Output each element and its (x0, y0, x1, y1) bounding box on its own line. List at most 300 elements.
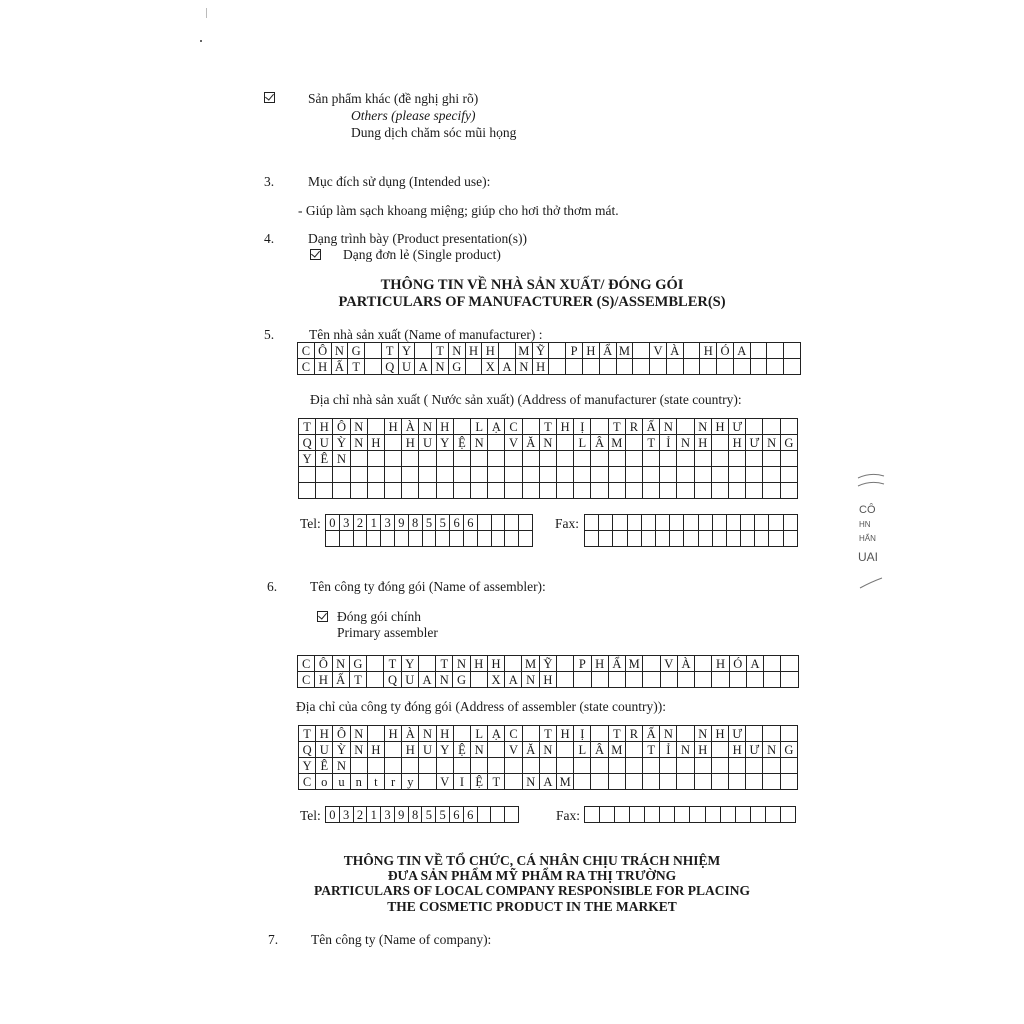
assembler-address-cell[interactable]: Y (436, 742, 453, 758)
manufacturer-name-cell[interactable]: N (515, 359, 532, 375)
tel-digit-cell[interactable] (408, 531, 422, 547)
manufacturer-address-cell[interactable] (763, 483, 780, 499)
assembler-address-cell[interactable]: y (402, 774, 419, 790)
assembler-address-cell[interactable] (471, 758, 488, 774)
assembler-name-cell[interactable] (608, 672, 625, 688)
manufacturer-address-cell[interactable] (694, 451, 711, 467)
assembler-address-cell[interactable]: Ă (522, 742, 539, 758)
manufacturer-address-cell[interactable]: Ư (746, 435, 763, 451)
manufacturer-address-cell[interactable] (385, 467, 402, 483)
manufacturer-address-cell[interactable]: Ê (316, 451, 333, 467)
manufacturer-name-cell[interactable]: V (650, 343, 667, 359)
assembler-address-cell[interactable]: I (453, 774, 470, 790)
assembler-name-cell[interactable] (643, 656, 660, 672)
assembler-address-cell[interactable] (746, 726, 763, 742)
manufacturer-address-cell[interactable] (350, 451, 367, 467)
assembler-address-cell[interactable]: H (711, 726, 728, 742)
assembler-address-cell[interactable] (746, 774, 763, 790)
tel-digit-cell[interactable]: 3 (339, 807, 353, 823)
manufacturer-name-cell[interactable]: H (314, 359, 331, 375)
tel-digit-cell[interactable] (436, 531, 450, 547)
assembler-address-cell[interactable]: N (677, 742, 694, 758)
manufacturer-name-cell[interactable] (683, 359, 700, 375)
tel-digit-cell[interactable]: 5 (422, 807, 436, 823)
fax-cell[interactable] (599, 515, 613, 531)
manufacturer-address-cell[interactable] (643, 467, 660, 483)
tel-digit-cell[interactable]: 3 (381, 807, 395, 823)
manufacturer-address-cell[interactable] (729, 451, 746, 467)
manufacturer-address-cell[interactable] (780, 483, 797, 499)
manufacturer-address-cell[interactable]: N (333, 451, 350, 467)
fax-cell[interactable] (599, 531, 613, 547)
assembler-address-cell[interactable]: M (608, 742, 625, 758)
tel-digit-cell[interactable] (381, 531, 395, 547)
manufacturer-address-cell[interactable] (574, 483, 591, 499)
tel-digit-cell[interactable] (367, 531, 381, 547)
assembler-address-cell[interactable]: Ỳ (333, 742, 350, 758)
manufacturer-name-cell[interactable] (633, 343, 650, 359)
assembler-address-cell[interactable]: N (539, 742, 556, 758)
manufacturer-address-cell[interactable]: N (660, 419, 677, 435)
manufacturer-name-cell[interactable]: H (583, 343, 600, 359)
assembler-address-cell[interactable]: Ư (746, 742, 763, 758)
assembler-address-cell[interactable] (729, 774, 746, 790)
manufacturer-address-cell[interactable] (488, 451, 505, 467)
tel-digit-cell[interactable] (491, 515, 505, 531)
manufacturer-name-cell[interactable] (633, 359, 650, 375)
fax-cell[interactable] (698, 515, 712, 531)
manufacturer-address-cell[interactable] (643, 451, 660, 467)
manufacturer-address-cell[interactable] (385, 451, 402, 467)
manufacturer-address-cell[interactable] (557, 435, 574, 451)
assembler-address-cell[interactable] (453, 726, 470, 742)
assembler-tel-grid[interactable] (325, 806, 519, 823)
manufacturer-address-cell[interactable]: H (402, 435, 419, 451)
assembler-address-cell[interactable]: H (694, 742, 711, 758)
assembler-name-cell[interactable]: Ấ (332, 672, 349, 688)
manufacturer-name-cell[interactable]: H (532, 359, 549, 375)
assembler-address-cell[interactable] (505, 774, 522, 790)
manufacturer-address-cell[interactable] (488, 483, 505, 499)
manufacturer-tel-grid[interactable] (325, 514, 533, 547)
assembler-name-cell[interactable]: G (453, 672, 470, 688)
manufacturer-address-cell[interactable]: Ă (522, 435, 539, 451)
assembler-name-cell[interactable] (695, 672, 712, 688)
assembler-address-cell[interactable]: R (625, 726, 642, 742)
assembler-address-cell[interactable] (488, 758, 505, 774)
assembler-address-cell[interactable]: u (333, 774, 350, 790)
manufacturer-address-cell[interactable]: V (505, 435, 522, 451)
assembler-address-cell[interactable] (643, 774, 660, 790)
manufacturer-name-cell[interactable]: G (448, 359, 465, 375)
manufacturer-address-cell[interactable] (522, 419, 539, 435)
manufacturer-address-cell[interactable] (419, 467, 436, 483)
assembler-name-cell[interactable]: H (712, 656, 729, 672)
manufacturer-address-cell[interactable] (505, 467, 522, 483)
tel-digit-cell[interactable]: 0 (326, 515, 340, 531)
manufacturer-address-cell[interactable] (316, 467, 333, 483)
fax-cell[interactable] (726, 531, 740, 547)
assembler-address-cell[interactable] (350, 758, 367, 774)
manufacturer-address-cell[interactable] (419, 483, 436, 499)
assembler-address-cell[interactable] (574, 758, 591, 774)
manufacturer-address-cell[interactable] (677, 419, 694, 435)
assembler-name-cell[interactable] (574, 672, 591, 688)
tel-digit-cell[interactable] (353, 531, 367, 547)
assembler-name-cell[interactable] (764, 656, 781, 672)
assembler-address-cell[interactable]: H (557, 726, 574, 742)
manufacturer-address-cell[interactable] (729, 483, 746, 499)
manufacturer-address-cell[interactable]: Ệ (453, 435, 470, 451)
tel-digit-cell[interactable] (491, 531, 505, 547)
assembler-address-cell[interactable] (385, 742, 402, 758)
fax-cell[interactable] (627, 531, 641, 547)
manufacturer-fax-grid[interactable] (584, 514, 798, 547)
assembler-name-cell[interactable]: M (522, 656, 539, 672)
manufacturer-name-cell[interactable]: Q (381, 359, 398, 375)
manufacturer-address-cell[interactable] (711, 451, 728, 467)
tel-digit-cell[interactable] (505, 531, 519, 547)
assembler-name-cell[interactable]: Y (401, 656, 418, 672)
manufacturer-name-cell[interactable] (599, 359, 616, 375)
manufacturer-address-cell[interactable] (711, 483, 728, 499)
fax-cell[interactable] (615, 807, 630, 823)
manufacturer-address-cell[interactable] (660, 467, 677, 483)
fax-cell[interactable] (712, 515, 726, 531)
manufacturer-address-cell[interactable] (729, 467, 746, 483)
assembler-name-cell[interactable] (643, 672, 660, 688)
assembler-address-cell[interactable]: U (316, 742, 333, 758)
assembler-address-cell[interactable]: H (316, 726, 333, 742)
manufacturer-name-cell[interactable]: A (499, 359, 516, 375)
assembler-address-cell[interactable]: Ạ (488, 726, 505, 742)
manufacturer-address-cell[interactable] (402, 451, 419, 467)
manufacturer-name-cell[interactable]: C (298, 359, 315, 375)
assembler-address-cell[interactable] (557, 758, 574, 774)
manufacturer-address-cell[interactable] (436, 467, 453, 483)
manufacturer-name-cell[interactable] (666, 359, 683, 375)
manufacturer-address-cell[interactable]: Q (299, 435, 316, 451)
tel-digit-cell[interactable]: 2 (353, 807, 367, 823)
manufacturer-name-cell[interactable] (767, 343, 784, 359)
assembler-address-cell[interactable] (591, 726, 608, 742)
manufacturer-address-cell[interactable] (522, 467, 539, 483)
assembler-address-cell[interactable]: Ệ (453, 742, 470, 758)
assembler-address-cell[interactable] (677, 758, 694, 774)
fax-cell[interactable] (585, 807, 600, 823)
fax-cell[interactable] (735, 807, 750, 823)
tel-digit-cell[interactable]: 6 (463, 515, 477, 531)
tel-digit-cell[interactable]: 1 (367, 515, 381, 531)
assembler-address-cell[interactable] (419, 774, 436, 790)
assembler-name-cell[interactable]: P (574, 656, 591, 672)
assembler-name-cell[interactable] (660, 672, 677, 688)
manufacturer-address-cell[interactable] (333, 483, 350, 499)
assembler-address-grid[interactable] (298, 725, 798, 790)
manufacturer-name-cell[interactable] (365, 359, 382, 375)
assembler-address-cell[interactable] (367, 758, 384, 774)
manufacturer-name-cell[interactable] (750, 359, 767, 375)
assembler-address-cell[interactable] (591, 758, 608, 774)
assembler-name-cell[interactable]: M (626, 656, 643, 672)
assembler-address-cell[interactable] (780, 758, 797, 774)
assembler-name-cell[interactable]: N (522, 672, 539, 688)
manufacturer-address-cell[interactable] (350, 483, 367, 499)
assembler-address-cell[interactable] (419, 758, 436, 774)
assembler-address-cell[interactable] (763, 758, 780, 774)
assembler-address-cell[interactable] (660, 758, 677, 774)
manufacturer-address-cell[interactable]: Ị (574, 419, 591, 435)
checkbox-others-checked[interactable] (264, 92, 275, 103)
manufacturer-address-cell[interactable] (608, 451, 625, 467)
manufacturer-name-cell[interactable]: N (331, 343, 348, 359)
assembler-name-cell[interactable]: Ỹ (539, 656, 556, 672)
manufacturer-address-cell[interactable] (677, 467, 694, 483)
assembler-name-cell[interactable] (677, 672, 694, 688)
manufacturer-address-cell[interactable]: T (539, 419, 556, 435)
tel-digit-cell[interactable]: 0 (326, 807, 340, 823)
manufacturer-address-cell[interactable]: H (367, 435, 384, 451)
manufacturer-address-cell[interactable]: N (694, 419, 711, 435)
manufacturer-address-cell[interactable] (299, 467, 316, 483)
assembler-name-cell[interactable]: Ô (315, 656, 332, 672)
tel-digit-cell[interactable]: 5 (436, 515, 450, 531)
fax-cell[interactable] (705, 807, 720, 823)
assembler-name-cell[interactable]: Q (384, 672, 401, 688)
manufacturer-address-cell[interactable]: Ư (729, 419, 746, 435)
assembler-address-cell[interactable] (625, 774, 642, 790)
manufacturer-address-cell[interactable] (625, 483, 642, 499)
fax-cell[interactable] (780, 807, 795, 823)
assembler-address-cell[interactable] (385, 758, 402, 774)
manufacturer-name-cell[interactable]: M (515, 343, 532, 359)
manufacturer-address-cell[interactable] (488, 467, 505, 483)
assembler-name-cell[interactable]: H (591, 656, 608, 672)
assembler-address-cell[interactable]: H (402, 742, 419, 758)
tel-digit-cell[interactable] (505, 515, 519, 531)
assembler-address-cell[interactable]: N (522, 774, 539, 790)
manufacturer-address-cell[interactable] (574, 467, 591, 483)
tel-digit-cell[interactable] (519, 531, 533, 547)
manufacturer-name-cell[interactable] (784, 359, 801, 375)
manufacturer-address-cell[interactable] (763, 451, 780, 467)
assembler-address-cell[interactable]: N (660, 726, 677, 742)
assembler-address-cell[interactable] (625, 758, 642, 774)
assembler-address-cell[interactable]: A (539, 774, 556, 790)
tel-digit-cell[interactable]: 2 (353, 515, 367, 531)
manufacturer-address-cell[interactable]: Â (591, 435, 608, 451)
assembler-name-grid[interactable] (297, 655, 799, 688)
manufacturer-address-cell[interactable] (711, 467, 728, 483)
manufacturer-name-cell[interactable]: A (733, 343, 750, 359)
assembler-address-cell[interactable]: Ư (729, 726, 746, 742)
manufacturer-name-cell[interactable]: H (465, 343, 482, 359)
manufacturer-address-cell[interactable] (402, 483, 419, 499)
manufacturer-name-grid[interactable] (297, 342, 801, 375)
fax-cell[interactable] (655, 531, 669, 547)
manufacturer-address-cell[interactable]: N (350, 419, 367, 435)
assembler-name-cell[interactable] (712, 672, 729, 688)
manufacturer-address-cell[interactable]: H (316, 419, 333, 435)
assembler-address-cell[interactable]: N (350, 742, 367, 758)
assembler-address-cell[interactable]: r (385, 774, 402, 790)
manufacturer-address-cell[interactable]: G (780, 435, 797, 451)
assembler-address-cell[interactable] (436, 758, 453, 774)
manufacturer-address-cell[interactable] (780, 467, 797, 483)
manufacturer-address-cell[interactable]: H (436, 419, 453, 435)
assembler-address-cell[interactable] (402, 758, 419, 774)
assembler-name-cell[interactable]: X (487, 672, 504, 688)
manufacturer-address-cell[interactable] (574, 451, 591, 467)
assembler-address-cell[interactable]: H (385, 726, 402, 742)
tel-digit-cell[interactable]: 3 (339, 515, 353, 531)
manufacturer-address-cell[interactable] (367, 483, 384, 499)
manufacturer-address-cell[interactable] (333, 467, 350, 483)
fax-cell[interactable] (712, 531, 726, 547)
assembler-address-cell[interactable] (539, 758, 556, 774)
manufacturer-address-grid[interactable] (298, 418, 798, 499)
manufacturer-address-cell[interactable] (505, 483, 522, 499)
assembler-address-cell[interactable]: Q (299, 742, 316, 758)
tel-digit-cell[interactable] (477, 515, 491, 531)
manufacturer-address-cell[interactable]: Y (436, 435, 453, 451)
assembler-address-cell[interactable] (711, 742, 728, 758)
assembler-address-cell[interactable]: Â (591, 742, 608, 758)
tel-digit-cell[interactable] (477, 807, 491, 823)
manufacturer-name-cell[interactable]: À (666, 343, 683, 359)
tel-digit-cell[interactable]: 6 (450, 807, 464, 823)
assembler-address-cell[interactable]: N (333, 758, 350, 774)
manufacturer-name-cell[interactable]: Ỹ (532, 343, 549, 359)
manufacturer-address-cell[interactable] (419, 451, 436, 467)
assembler-address-cell[interactable]: o (316, 774, 333, 790)
assembler-address-cell[interactable] (522, 758, 539, 774)
tel-digit-cell[interactable] (519, 515, 533, 531)
tel-digit-cell[interactable] (450, 531, 464, 547)
assembler-address-cell[interactable] (488, 742, 505, 758)
assembler-name-cell[interactable] (626, 672, 643, 688)
tel-digit-cell[interactable] (326, 531, 340, 547)
assembler-name-cell[interactable]: U (401, 672, 418, 688)
assembler-name-cell[interactable]: A (418, 672, 435, 688)
assembler-name-cell[interactable]: H (487, 656, 504, 672)
assembler-name-cell[interactable]: N (436, 672, 453, 688)
manufacturer-address-cell[interactable]: N (677, 435, 694, 451)
manufacturer-name-cell[interactable]: U (398, 359, 415, 375)
assembler-address-cell[interactable] (574, 774, 591, 790)
manufacturer-name-cell[interactable] (733, 359, 750, 375)
assembler-name-cell[interactable] (729, 672, 746, 688)
assembler-address-cell[interactable] (729, 758, 746, 774)
manufacturer-address-cell[interactable] (367, 451, 384, 467)
manufacturer-name-cell[interactable]: Ấ (331, 359, 348, 375)
checkbox-primary-assembler-checked[interactable] (317, 611, 328, 622)
tel-digit-cell[interactable] (339, 531, 353, 547)
manufacturer-address-cell[interactable]: Ỉ (660, 435, 677, 451)
assembler-name-cell[interactable]: Ẩ (608, 656, 625, 672)
manufacturer-address-cell[interactable] (557, 483, 574, 499)
manufacturer-address-cell[interactable] (471, 483, 488, 499)
manufacturer-address-cell[interactable] (453, 483, 470, 499)
fax-cell[interactable] (720, 807, 735, 823)
manufacturer-address-cell[interactable] (643, 483, 660, 499)
assembler-address-cell[interactable] (557, 742, 574, 758)
assembler-name-cell[interactable]: C (298, 672, 315, 688)
assembler-address-cell[interactable] (608, 774, 625, 790)
assembler-address-cell[interactable] (453, 758, 470, 774)
manufacturer-address-cell[interactable] (660, 451, 677, 467)
tel-digit-cell[interactable]: 6 (463, 807, 477, 823)
fax-cell[interactable] (755, 531, 769, 547)
manufacturer-address-cell[interactable]: M (608, 435, 625, 451)
assembler-name-cell[interactable] (591, 672, 608, 688)
manufacturer-address-cell[interactable] (677, 451, 694, 467)
assembler-name-cell[interactable]: T (349, 672, 366, 688)
assembler-name-cell[interactable]: Ó (729, 656, 746, 672)
assembler-fax-grid[interactable] (584, 806, 796, 823)
manufacturer-address-cell[interactable] (746, 483, 763, 499)
manufacturer-address-cell[interactable] (488, 435, 505, 451)
assembler-address-cell[interactable]: Ê (316, 758, 333, 774)
assembler-address-cell[interactable] (367, 726, 384, 742)
assembler-address-cell[interactable] (746, 758, 763, 774)
manufacturer-name-cell[interactable] (717, 359, 734, 375)
manufacturer-name-cell[interactable] (566, 359, 583, 375)
fax-cell[interactable] (585, 531, 599, 547)
manufacturer-address-cell[interactable]: T (608, 419, 625, 435)
manufacturer-address-cell[interactable] (625, 451, 642, 467)
assembler-address-cell[interactable] (780, 774, 797, 790)
manufacturer-name-cell[interactable]: T (432, 343, 449, 359)
assembler-address-cell[interactable]: T (488, 774, 505, 790)
manufacturer-address-cell[interactable] (746, 419, 763, 435)
fax-cell[interactable] (613, 531, 627, 547)
checkbox-single-product-checked[interactable] (310, 249, 321, 260)
assembler-name-cell[interactable] (418, 656, 435, 672)
fax-cell[interactable] (627, 515, 641, 531)
manufacturer-name-cell[interactable] (616, 359, 633, 375)
assembler-address-cell[interactable] (522, 726, 539, 742)
assembler-address-cell[interactable] (780, 726, 797, 742)
assembler-address-cell[interactable] (660, 774, 677, 790)
assembler-address-cell[interactable]: T (643, 742, 660, 758)
manufacturer-address-cell[interactable]: À (402, 419, 419, 435)
tel-digit-cell[interactable]: 8 (408, 515, 422, 531)
manufacturer-address-cell[interactable] (453, 419, 470, 435)
fax-cell[interactable] (645, 807, 660, 823)
manufacturer-address-cell[interactable] (299, 483, 316, 499)
manufacturer-name-cell[interactable] (700, 359, 717, 375)
manufacturer-address-cell[interactable]: N (539, 435, 556, 451)
assembler-address-cell[interactable] (677, 774, 694, 790)
assembler-address-cell[interactable] (505, 758, 522, 774)
manufacturer-address-cell[interactable] (367, 467, 384, 483)
manufacturer-name-cell[interactable]: H (700, 343, 717, 359)
assembler-address-cell[interactable]: N (694, 726, 711, 742)
manufacturer-name-cell[interactable]: H (482, 343, 499, 359)
fax-cell[interactable] (741, 531, 755, 547)
manufacturer-address-cell[interactable] (591, 467, 608, 483)
assembler-address-cell[interactable]: T (299, 726, 316, 742)
manufacturer-address-cell[interactable] (660, 483, 677, 499)
manufacturer-address-cell[interactable]: L (471, 419, 488, 435)
assembler-name-cell[interactable]: T (436, 656, 453, 672)
manufacturer-name-cell[interactable] (750, 343, 767, 359)
manufacturer-address-cell[interactable] (522, 451, 539, 467)
manufacturer-address-cell[interactable] (350, 467, 367, 483)
assembler-name-cell[interactable] (367, 656, 384, 672)
assembler-name-cell[interactable]: H (539, 672, 556, 688)
